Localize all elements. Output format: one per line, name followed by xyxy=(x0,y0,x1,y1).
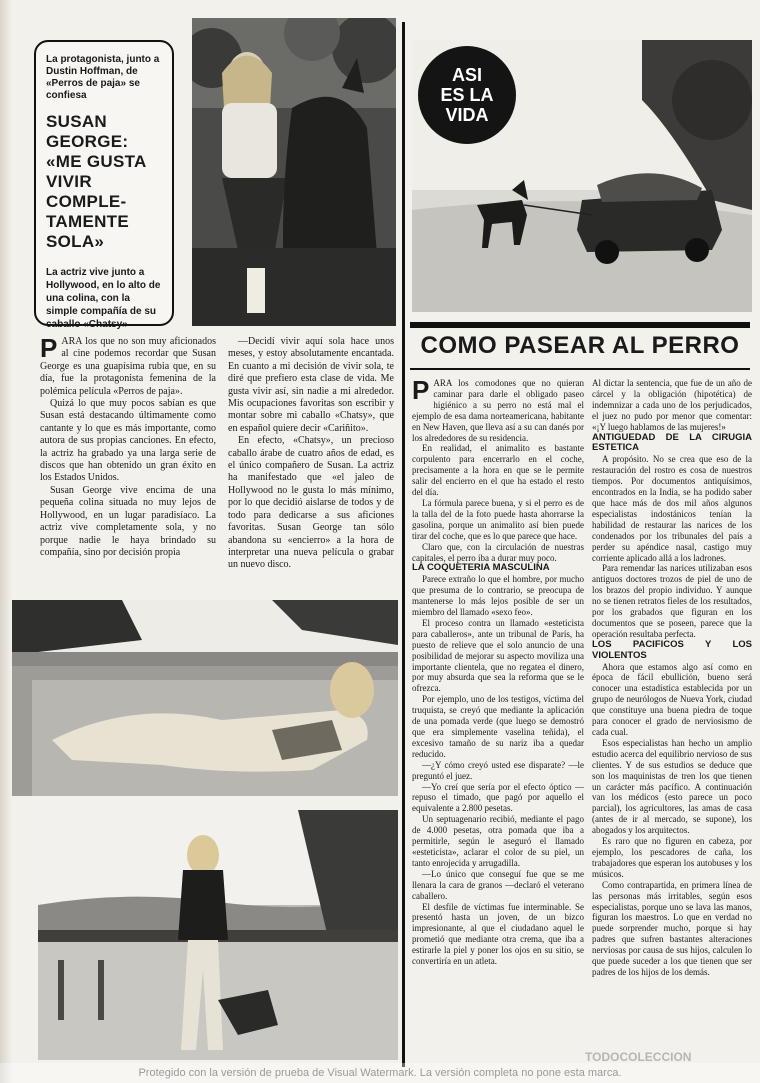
left-body-col1 xyxy=(40,336,216,559)
right-body-col2 xyxy=(592,378,752,978)
watermark-logo: TODOCOLECCION xyxy=(585,1050,692,1064)
asi-es-la-vida-badge xyxy=(418,46,516,144)
left-col2-p1: —Decidí vivir aquí sola hace unos meses, y estoy absolutamente encantada. En cuanto a mi decisión de vivir sola, te diré que prefiero esta clase de vida. Me gusta vivir así, sin nadie a mi alrededor. Mis ocupaciones favoritas son escribir y montar sobre mi caballo «Chatsy», que en español quiere decir «Cariñito». xyxy=(228,336,394,434)
right-col1-p12: El desfile de víctimas fue interminable. Se presentó hasta un joven, de un bizco impresionante, al que el ciudadano aquel le prometió que mediante otra crema, que iba a estirarle la piel y poner los ojos en su sitio, se convertiría en un atleta. xyxy=(412,901,584,967)
right-col1-p4: Claro que, con la circulación de nuestras capitales, el perro iba a durar muy poco. xyxy=(412,541,584,563)
column-divider xyxy=(402,22,405,1067)
section-rule-top xyxy=(410,322,750,328)
section-rule-bottom xyxy=(410,368,750,370)
dropcap-left: P xyxy=(40,336,58,363)
section-title: COMO PASEAR AL PERRO xyxy=(420,332,740,359)
left-col1-p1: ARA los que no son muy aficionados al cine podemos recordar que Susan George es una guapísima rubia que, en su día, fue la protagonista femenina de la polémica película «Perros de paja». xyxy=(40,336,216,397)
left-body-col2 xyxy=(228,336,394,572)
right-col1-p9: —Yo creí que sería por el efecto óptico —repuso el timado, que pagó por aquello el equivalente a 2.800 pesetas. xyxy=(412,781,584,814)
dropcap-right: P xyxy=(412,378,430,405)
article-deck: La actriz vive junto a Hollywood, en lo alto de una colina, con la simple compañía de su caballo «Chatsy» xyxy=(46,267,161,330)
photo-horse-rider xyxy=(192,18,396,326)
right-col2-p4: Ahora que estamos algo así como en época de fácil ebullición, bueno será conocer una estadística establecida por un grupo de neurólogos de Nueva York, ciudad que constituye una buena piedra de toque para conocer el grado de nerviosismo de cada cual. xyxy=(592,661,752,737)
right-col1-p10: Un septuagenario recibió, mediante el pago de 4.000 pesetas, otra pomada que iba a permitirle, según le aseguró el llamado «esteticista», aclarar el color de su piel, un tanto enrojecida y arrugadilla. xyxy=(412,814,584,868)
subhead-pacificos: LOS PACIFICOS Y LOS VIOLENTOS xyxy=(592,638,752,661)
right-col1-p7: Por ejemplo, uno de los testigos, víctima del truquista, se creyó que mediante la aplicación de una pomada verde (que luego se demostró que era simplemente vaselina teñida), el excesivo tamaño de su nariz iba a quedar reducido. xyxy=(412,694,584,759)
left-col2-p2: En efecto, «Chatsy», un precioso caballo árabe de cuatro años de edad, es el único compañero de Susan. La actriz ha manifestado que «el jaleo de Hollywood no le gusta lo más mínimo, por lo que decidió aislarse de todos y de todo para dedicarse a sus aficiones favoritas. Susan George tan sólo abandona su «encierro» a la hora de interpretar una nueva película o grabar un nuevo disco. xyxy=(228,435,394,571)
right-col2-p5: Esos especialistas han hecho un amplio estudio acerca del equilibrio nervioso de sus clientes. Y de sus estudios se deduce que son los maquinistas de tren los que tienen un carácter más pacífico. A continuación van los médicos (esto parece un poco parcial), los agricultores, las amas de casa (antes de ir al mercado, se supone), los abogados y los arquitectos. xyxy=(592,737,752,836)
subhead-antiguedad: ANTIGUEDAD DE LA CIRUGIA ESTETICA xyxy=(592,431,752,454)
right-col2-p1: Al dictar la sentencia, que fue de un año de cárcel y la obligación (hipotética) de indemnizar a cada uno de los perjudicados, el juez no pudo por menor que comentar: «¡Y luego hablamos de las mujeres!» xyxy=(592,378,752,432)
photo-pool xyxy=(12,600,398,796)
subhead-coqueteria: LA COQUETERIA MASCULINA xyxy=(412,562,550,574)
right-col2-p3: Para remendar las narices utilizaban esos antiguos doctores trozos de piel de uno de los brazos del propio individuo. Y aunque no se tienen retratos fieles de los resultados, por los grabados que figuran en los documentos que se poseen, parece que la operación resultaba perfecta. xyxy=(592,563,752,639)
left-col1-p2: Quizá lo que muy pocos sabían es que Susan está destacando últimamente como cantante y lo que es más importante, como autora de sus propias canciones. En efecto, la actriz ha grabado ya una larga serie de discos que han obtenido un gran éxito en los Estados Unidos. xyxy=(40,398,216,484)
badge-line-2: ES LA xyxy=(440,85,494,105)
right-body-col1 xyxy=(412,378,584,967)
right-col1-p11: —Lo único que conseguí fue que se me llenara la cara de granos —declaró el veterano caballero. xyxy=(412,868,584,901)
kicker: La protagonista, junto a Dustin Hoffman, de «Perros de paja» se confiesa xyxy=(46,54,160,101)
right-col1-p8: —¿Y cómo creyó usted ese disparate? —le preguntó el juez. xyxy=(412,759,584,781)
photo-terrace xyxy=(38,810,398,1060)
badge-line-1: ASI xyxy=(451,65,482,85)
right-col2-p6: Es raro que no figuren en cabeza, por ejemplo, los pescadores de caña, los trabajadores que esperan los autobuses y los músicos. xyxy=(592,836,752,879)
right-col1-p1: ARA los comodones que no quieran caminar para darle el obligado paseo higiénico a su perro no está mal el ejemplo de esa dama norteamericana, habitante en New Haven, que lleva así a su can danés por los alrededores de su residencia. xyxy=(412,378,584,443)
badge-line-3: VIDA xyxy=(445,105,489,125)
right-col1-p2: En realidad, el animalito es bastante corpulento para encerrarlo en el coche, precisamente a la hora en que se le permite salir del encierro en el que ha estado el resto del día. xyxy=(412,443,584,498)
right-col1-p5: Parece extraño lo que el hombre, por mucho que presuma de lo contrario, se preocupa de mantenerse lo más lejos posible de ser un miembro del llamado «sexo feo». xyxy=(412,574,584,618)
right-col2-p2: A propósito. No se crea que eso de la restauración del rostro es cosa de nuestros tiempos. Por documentos antiquísimos, encontrados en la India, se ha podido saber que hace más de dos mil años algunos especialistas indostánicos tenían la habilidad de restaurar las narices de los condenados por los tribunales del país a perder su apéndice nasal, castigo muy corriente aplicado allá a los ladrones. xyxy=(592,454,752,563)
right-col2-p7: Como contrapartida, en primera línea de las personas más irritables, según esos especialistas, porque uno se lava las manos, figuran los maestros. Lo que en verdad no puede sorprender mucho, porque si hay padres que sufren bastantes alteraciones nerviosas por causa de sus hijos, calculen lo que puede suceder a los que tienen que ser padres de los hijos de los demás. xyxy=(592,879,752,977)
article-title: SUSAN GEORGE: «ME GUSTA VIVIR COMPLE-TAMENTE SOLA» xyxy=(46,112,146,251)
right-col1-p3: La fórmula parece buena, y si el perro es de la talla del de la foto puede hasta ahorrarse la gasolina, porque un animalito así bien puede tirar del coche, que es lo que parece que hace. xyxy=(412,497,584,541)
headline-box xyxy=(34,40,174,330)
scan-edge xyxy=(0,0,12,1083)
left-col1-p3: Susan George vive encima de una pequeña colina situada no muy lejos de Hollywood, en un lugar paradisíaco. La actriz vive completamente sola, y no porque nadie le haya brindado su compañía, sino por decisión propia xyxy=(40,484,216,558)
right-col1-p6: El proceso contra un llamado «esteticista para caballeros», ante un tribunal de París, ha puesto de relieve que el solo anuncio de una posibilidad de mejorar su aspecto moviliza una importante clientela, que no regatea el dinero, por muy absurda que sea la reforma que se le ofrezca. xyxy=(412,617,584,694)
watermark-footer: Protegido con la versión de prueba de Visual Watermark. La versión completa no pone esta marca. xyxy=(0,1063,760,1083)
